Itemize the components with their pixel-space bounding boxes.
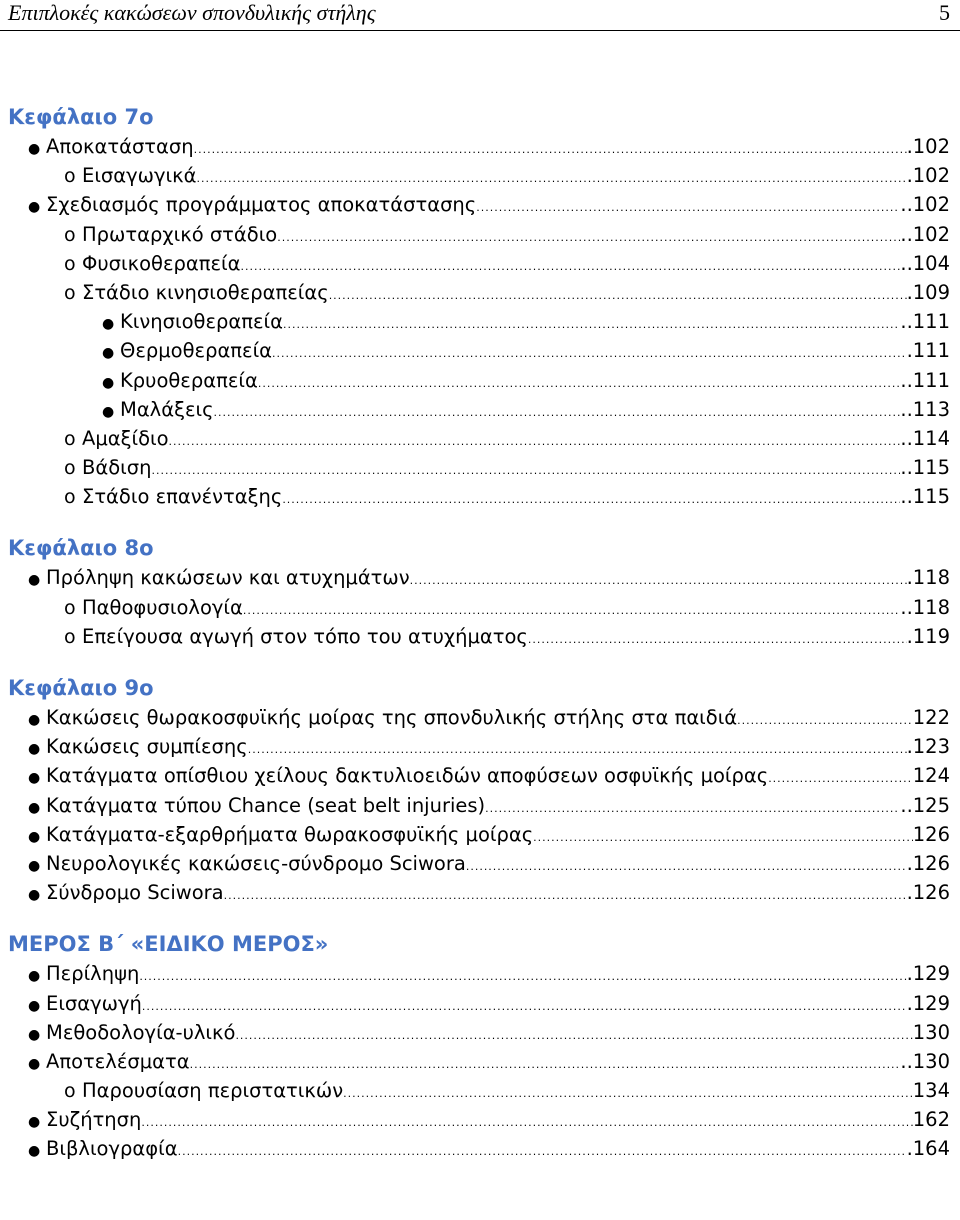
bullet-icon: ● <box>102 345 115 362</box>
bullet-icon: ● <box>28 968 41 985</box>
dot-leader <box>466 852 907 881</box>
dot-leader <box>151 456 900 485</box>
bullet-icon: ● <box>28 741 41 758</box>
bullet-icon: ● <box>28 1143 41 1160</box>
circle-bullet-icon: o <box>64 223 76 246</box>
entry-title: Κρυοθεραπεία <box>120 368 258 392</box>
entry-title: Στάδιο επανένταξης <box>82 485 283 509</box>
entry-page: .109 <box>906 280 950 304</box>
dot-leader <box>258 369 901 398</box>
circle-bullet-icon: o <box>64 486 76 509</box>
entry-title: Περίληψη <box>46 962 140 986</box>
toc-entry[interactable] <box>0 593 960 622</box>
bullet-icon: ● <box>102 374 115 391</box>
dot-leader <box>235 1021 912 1050</box>
entry-title: Κατάγματα οπίσθιου χείλους δακτυλιοειδών αποφύσεων οσφυϊκής μοίρας <box>46 764 769 788</box>
entry-title: Σχεδιασμός προγράμματος αποκατάστασης <box>46 193 477 217</box>
dot-leader <box>410 566 907 595</box>
toc-entry[interactable] <box>0 307 960 336</box>
dot-leader <box>277 223 900 252</box>
bullet-icon: ● <box>28 887 41 904</box>
entry-title: Επείγουσα αγωγή στον τόπο του ατυχήματος <box>82 624 528 648</box>
toc-entry[interactable] <box>0 761 960 790</box>
circle-bullet-icon: o <box>64 165 76 188</box>
entry-title: Κατάγματα-εξαρθρήματα θωρακοσφυϊκής μοίρας <box>46 822 534 846</box>
toc-entry[interactable] <box>0 820 960 849</box>
entry-page: ..125 <box>900 793 950 817</box>
entry-title: Πρωταρχικό στάδιο <box>82 222 278 246</box>
bullet-icon: ● <box>28 712 41 728</box>
dot-leader <box>343 1079 913 1108</box>
entry-page: ..115 <box>900 485 950 509</box>
dot-leader <box>214 398 901 427</box>
entry-page: ..114 <box>900 426 950 450</box>
chapter-heading: Κεφάλαιο 8ο <box>8 536 154 561</box>
toc-entry[interactable] <box>0 622 960 651</box>
entry-title: Νευρολογικές κακώσεις-σύνδρομο Sciwora <box>46 851 466 875</box>
toc-entry[interactable] <box>0 989 960 1018</box>
dot-leader <box>272 339 907 368</box>
entry-page: 124 <box>912 764 950 788</box>
entry-title: Αποκατάσταση <box>46 135 194 158</box>
dot-leader <box>240 252 900 281</box>
entry-page: ..111 <box>900 368 950 392</box>
toc-entry[interactable] <box>0 190 960 219</box>
dot-leader <box>768 764 913 793</box>
dot-leader <box>329 281 907 310</box>
bullet-icon: ● <box>28 572 41 589</box>
page-header <box>0 0 960 31</box>
toc-entry[interactable] <box>0 395 960 424</box>
entry-title: Αμαξίδιο <box>82 426 169 450</box>
entry-title: Στάδιο κινησιοθεραπείας <box>82 280 329 304</box>
entry-title: Θερμοθεραπεία <box>120 339 273 363</box>
entry-page: ..115 <box>900 456 950 480</box>
dot-leader <box>476 193 900 222</box>
entry-page: 162 <box>912 1108 950 1132</box>
entry-title: Πρόληψη κακώσεων και ατυχημάτων <box>46 566 410 590</box>
dot-leader <box>224 881 907 910</box>
bullet-icon: ● <box>28 770 41 787</box>
entry-title: Σύνδρομο Sciwora <box>46 881 224 905</box>
chapter-heading: Κεφάλαιο 9ο <box>8 676 154 700</box>
bullet-icon: ● <box>28 857 41 874</box>
dot-leader <box>139 962 906 991</box>
entry-title: Παθοφυσιολογία <box>82 595 243 619</box>
entry-page: .111 <box>906 339 950 363</box>
toc-entry[interactable] <box>0 161 960 190</box>
bullet-icon: ● <box>28 997 41 1014</box>
dot-leader <box>142 992 907 1021</box>
entry-page: ..113 <box>900 397 950 421</box>
entry-page: .164 <box>906 1137 950 1161</box>
dot-leader <box>178 1137 907 1166</box>
entry-page: ..104 <box>900 251 950 275</box>
entry-title: Βάδιση <box>82 456 152 480</box>
toc-entry[interactable] <box>0 220 960 249</box>
entry-page: .126 <box>906 881 950 905</box>
entry-title: Φυσικοθεραπεία <box>82 251 241 275</box>
bullet-icon: ● <box>28 1026 41 1043</box>
entry-page: .119 <box>906 624 950 648</box>
dot-leader <box>248 735 907 764</box>
entry-page: .102 <box>906 135 950 158</box>
toc-entry[interactable] <box>0 336 960 365</box>
toc-entry[interactable] <box>0 132 960 161</box>
dot-leader <box>485 794 900 823</box>
chapter-heading: Κεφάλαιο 7ο <box>8 105 154 129</box>
circle-bullet-icon: o <box>64 596 76 619</box>
toc-entry[interactable] <box>0 278 960 307</box>
circle-bullet-icon: o <box>64 427 76 450</box>
dot-leader <box>243 596 901 625</box>
entry-page: .102 <box>906 164 950 188</box>
circle-bullet-icon: o <box>64 252 76 275</box>
toc-entry[interactable] <box>0 732 960 761</box>
dot-leader <box>283 310 900 339</box>
dot-leader <box>533 823 913 852</box>
dot-leader <box>197 164 907 193</box>
toc-entry[interactable] <box>0 366 960 395</box>
table-of-contents <box>0 100 960 1164</box>
entry-title: Κακώσεις θωρακοσφυϊκής μοίρας της σπονδυλικής στήλης στα παιδιά <box>46 706 738 729</box>
toc-entry[interactable] <box>0 482 960 511</box>
entry-title: Παρουσίαση περιστατικών <box>82 1079 344 1103</box>
dot-leader <box>528 625 907 654</box>
bullet-icon: ● <box>102 316 115 333</box>
entry-page: ..118 <box>900 595 950 619</box>
dot-leader <box>141 1108 912 1137</box>
dot-leader <box>169 427 901 456</box>
circle-bullet-icon: o <box>64 1080 76 1103</box>
bullet-icon: ● <box>102 403 115 420</box>
dot-leader <box>737 706 913 735</box>
dot-leader <box>194 135 907 164</box>
toc-entry[interactable] <box>0 1047 960 1076</box>
entry-page: .129 <box>906 991 950 1015</box>
toc-entry[interactable] <box>0 1076 960 1105</box>
toc-entry[interactable] <box>0 563 960 592</box>
bullet-icon: ● <box>28 1114 41 1131</box>
entry-title: Αποτελέσματα <box>46 1049 190 1073</box>
toc-entry[interactable] <box>0 1105 960 1134</box>
entry-title: Μαλάξεις <box>120 397 214 421</box>
circle-bullet-icon: o <box>64 625 76 648</box>
toc-entry[interactable] <box>0 1018 960 1047</box>
entry-page: ..130 <box>900 1049 950 1073</box>
toc-entry[interactable] <box>0 1134 960 1163</box>
entry-title: Συζήτηση <box>46 1108 142 1132</box>
entry-page: 122 <box>912 706 950 729</box>
entry-title: Κινησιοθεραπεία <box>120 310 283 334</box>
entry-page: .126 <box>906 851 950 875</box>
entry-page: ..102 <box>900 193 950 217</box>
toc-entry[interactable] <box>0 791 960 820</box>
entry-title: Εισαγωγή <box>46 991 142 1015</box>
entry-page: ..102 <box>900 222 950 246</box>
toc-entry[interactable] <box>0 453 960 482</box>
entry-title: Εισαγωγικά <box>82 164 197 188</box>
dot-leader <box>190 1050 901 1079</box>
entry-page: ..111 <box>900 310 950 334</box>
toc-entry[interactable] <box>0 703 960 732</box>
toc-entry[interactable] <box>0 849 960 878</box>
entry-page: 134 <box>912 1079 950 1103</box>
entry-page: 130 <box>912 1020 950 1044</box>
circle-bullet-icon: o <box>64 281 76 304</box>
bullet-icon: ● <box>28 141 41 157</box>
toc-entry[interactable] <box>0 959 960 988</box>
entry-title: Μεθοδολογία-υλικό <box>46 1020 236 1044</box>
circle-bullet-icon: o <box>64 457 76 480</box>
bullet-icon: ● <box>28 828 41 845</box>
toc-entry[interactable] <box>0 249 960 278</box>
toc-entry[interactable] <box>0 878 960 907</box>
entry-page: .123 <box>906 735 950 759</box>
running-title: Επιπλοκές κακώσεων σπονδυλικής στήλης <box>8 0 376 25</box>
entry-title: Κατάγματα τύπου Chance (seat belt injuries) <box>46 793 486 817</box>
entry-page: 126 <box>912 822 950 846</box>
toc-entry[interactable] <box>0 424 960 453</box>
page-number: 5 <box>939 0 950 25</box>
entry-title: Βιβλιογραφία <box>46 1137 178 1161</box>
bullet-icon: ● <box>28 1055 41 1072</box>
bullet-icon: ● <box>28 799 41 816</box>
entry-title: Κακώσεις συμπίεσης <box>46 735 248 759</box>
part-heading: ΜΕΡΟΣ Β΄ «ΕΙΔΙΚΟ ΜΕΡΟΣ» <box>8 932 329 957</box>
entry-page: .129 <box>906 962 950 986</box>
dot-leader <box>282 485 900 514</box>
entry-page: .118 <box>906 566 950 590</box>
bullet-icon: ● <box>28 199 41 216</box>
